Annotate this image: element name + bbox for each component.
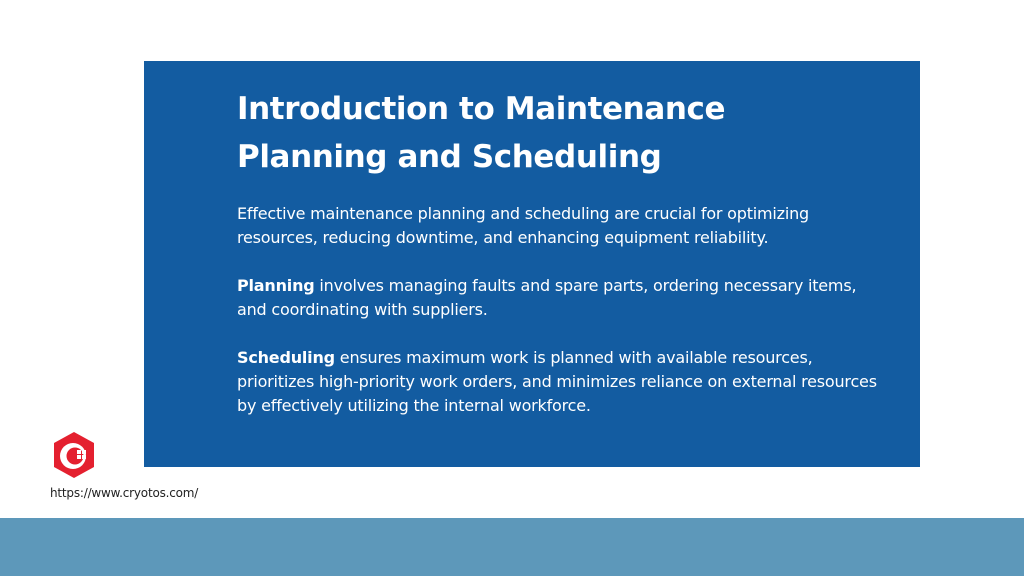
cryotos-logo-icon: [50, 431, 98, 479]
footer-band: [0, 518, 1024, 576]
website-url: https://www.cryotos.com/: [50, 486, 199, 500]
content-panel: [144, 61, 920, 467]
slide-title: Introduction to Maintenance Planning and Scheduling: [237, 91, 726, 175]
scheduling-paragraph: [237, 346, 877, 418]
intro-paragraph: Effective maintenance planning and scheduling are crucial for optimizing resources, reducing downtime, and enhancing equipment reliability.: [237, 204, 810, 247]
scheduling-term: Scheduling: [237, 348, 335, 367]
panel-text-block: [237, 85, 877, 418]
planning-text: involves managing faults and spare parts, ordering necessary items, and coordinating with suppliers.: [237, 276, 857, 319]
logo-graphic: [50, 431, 98, 479]
planning-term: Planning: [237, 276, 315, 295]
scheduling-text: ensures maximum work is planned with available resources, prioritizes high-priority work orders, and minimizes reliance on external resources by effectively utilizing the internal workforce.: [237, 348, 877, 415]
planning-paragraph: [237, 274, 877, 322]
